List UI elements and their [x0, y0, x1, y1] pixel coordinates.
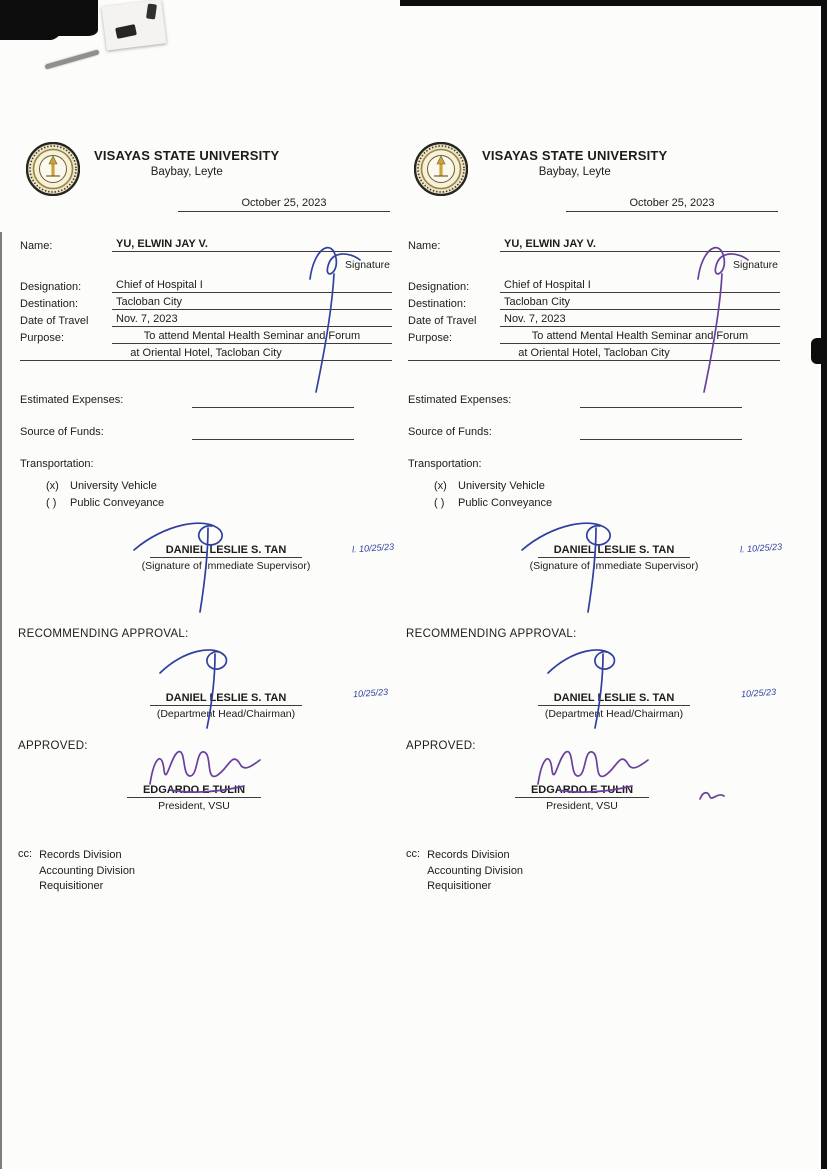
university-name: VISAYAS STATE UNIVERSITY: [94, 148, 280, 163]
supervisor-name: DANIEL LESLIE S. TAN: [538, 544, 691, 558]
name-label: Name:: [408, 240, 441, 252]
destination-label: Destination:: [20, 298, 79, 310]
source-of-funds-label: Source of Funds:: [20, 426, 104, 438]
estimated-expenses-label: Estimated Expenses:: [408, 394, 512, 406]
university-location: Baybay, Leyte: [538, 166, 611, 178]
department-head-handwritten-date: 10/25/23: [352, 686, 389, 700]
recommending-approval-label: RECOMMENDING APPROVAL:: [406, 628, 577, 640]
scan-artifact-top-edge: [400, 0, 827, 6]
department-head-handwritten-date: 10/25/23: [740, 686, 777, 700]
department-head-title: (Department Head/Chairman): [544, 708, 684, 720]
cc-item: Records Division: [427, 849, 510, 861]
date-of-travel-label: Date of Travel: [408, 315, 477, 327]
department-head-signature-ink: [155, 638, 285, 733]
destination-value: Tacloban City: [500, 296, 780, 310]
checkbox-marked: (x): [46, 480, 59, 492]
department-head-name: DANIEL LESLIE S. TAN: [538, 692, 691, 706]
employee-signature-ink: [288, 224, 393, 399]
estimated-expenses-label: Estimated Expenses:: [20, 394, 124, 406]
cc-block: [406, 848, 523, 895]
name-value: YU, ELWIN JAY V.: [500, 238, 780, 252]
date-of-travel-value: Nov. 7, 2023: [112, 313, 392, 327]
travel-order-form: [398, 140, 783, 915]
purpose-label: Purpose:: [20, 332, 65, 344]
supervisor-title: (Signature of Immediate Supervisor): [141, 560, 311, 572]
approved-label: APPROVED:: [18, 740, 88, 752]
option-label: Public Conveyance: [70, 497, 165, 509]
date-field: October 25, 2023: [566, 197, 778, 212]
scan-artifact-left-edge: [0, 232, 2, 1169]
president-title: President, VSU: [546, 800, 618, 812]
scan-artifact-right-nub: [811, 338, 827, 364]
cc-block: [18, 848, 135, 895]
supervisor-name: DANIEL LESLIE S. TAN: [150, 544, 303, 558]
source-of-funds-row: [408, 426, 742, 440]
option-label: Public Conveyance: [458, 497, 553, 509]
duplicate-forms-row: [10, 140, 783, 915]
cc-item: Records Division: [39, 849, 122, 861]
designation-label: Designation:: [408, 281, 470, 293]
cc-label: cc:: [406, 848, 421, 860]
supervisor-handwritten-date: l. 10/25/23: [739, 541, 783, 555]
name-label: Name:: [20, 240, 53, 252]
cc-label: cc:: [18, 848, 33, 860]
designation-value: Chief of Hospital I: [500, 279, 780, 293]
scan-artifact-top-left-black-2: [0, 30, 62, 40]
destination-value: Tacloban City: [112, 296, 392, 310]
university-seal-icon: [414, 142, 468, 196]
cc-item: Requisitioner: [427, 880, 492, 892]
president-signature-ink: [140, 732, 270, 804]
transportation-option-university-vehicle: [434, 480, 545, 492]
transportation-option-university-vehicle: [46, 480, 157, 492]
president-name: EDGARDO E TULIN: [127, 784, 261, 798]
form-header: [94, 148, 279, 178]
purpose-label: Purpose:: [408, 332, 453, 344]
supervisor-signature-ink: [128, 502, 278, 617]
name-value: YU, ELWIN JAY V.: [112, 238, 392, 252]
university-seal-icon: [26, 142, 80, 196]
option-label: University Vehicle: [458, 480, 545, 492]
purpose-value-line1: To attend Mental Health Seminar and Forum: [500, 330, 780, 344]
president-note-ink: [698, 788, 726, 804]
date-field: October 25, 2023: [178, 197, 390, 212]
purpose-value-line2: at Oriental Hotel, Tacloban City: [20, 347, 392, 361]
president-name: EDGARDO E TULIN: [515, 784, 649, 798]
department-head-title: (Department Head/Chairman): [156, 708, 296, 720]
cc-item: Requisitioner: [39, 880, 104, 892]
travel-order-form: [10, 140, 395, 915]
university-name: VISAYAS STATE UNIVERSITY: [482, 148, 668, 163]
destination-label: Destination:: [408, 298, 467, 310]
president-title: President, VSU: [158, 800, 230, 812]
checkbox-unmarked: ( ): [434, 497, 445, 509]
date-of-travel-value: Nov. 7, 2023: [500, 313, 780, 327]
signature-caption: Signature: [345, 259, 390, 271]
scan-artifact-pen-mark: [44, 49, 99, 69]
source-of-funds-row: [20, 426, 354, 440]
supervisor-handwritten-date: l. 10/25/23: [351, 541, 395, 555]
approved-label: APPROVED:: [406, 740, 476, 752]
purpose-value-line1: To attend Mental Health Seminar and Forum: [112, 330, 392, 344]
option-label: University Vehicle: [70, 480, 157, 492]
supervisor-title: (Signature of Immediate Supervisor): [529, 560, 699, 572]
source-of-funds-blank-line: [580, 426, 742, 440]
checkbox-unmarked: ( ): [46, 497, 57, 509]
recommending-approval-label: RECOMMENDING APPROVAL:: [18, 628, 189, 640]
checkbox-marked: (x): [434, 480, 447, 492]
date-of-travel-label: Date of Travel: [20, 315, 89, 327]
transportation-label: Transportation:: [20, 458, 94, 470]
cc-item: Accounting Division: [39, 864, 136, 877]
designation-label: Designation:: [20, 281, 82, 293]
source-of-funds-label: Source of Funds:: [408, 426, 492, 438]
department-head-signature-ink: [543, 638, 673, 733]
transportation-label: Transportation:: [408, 458, 482, 470]
scan-artifact-right-edge: [821, 0, 827, 1169]
employee-signature-ink: [676, 224, 781, 399]
signature-caption: Signature: [733, 259, 778, 271]
university-location: Baybay, Leyte: [150, 166, 223, 178]
form-header: [482, 148, 667, 178]
purpose-value-line2: at Oriental Hotel, Tacloban City: [408, 347, 780, 361]
president-signature-ink: [528, 732, 658, 804]
source-of-funds-blank-line: [192, 426, 354, 440]
department-head-name: DANIEL LESLIE S. TAN: [150, 692, 303, 706]
designation-value: Chief of Hospital I: [112, 279, 392, 293]
cc-item: Accounting Division: [427, 864, 524, 877]
supervisor-signature-ink: [516, 502, 666, 617]
